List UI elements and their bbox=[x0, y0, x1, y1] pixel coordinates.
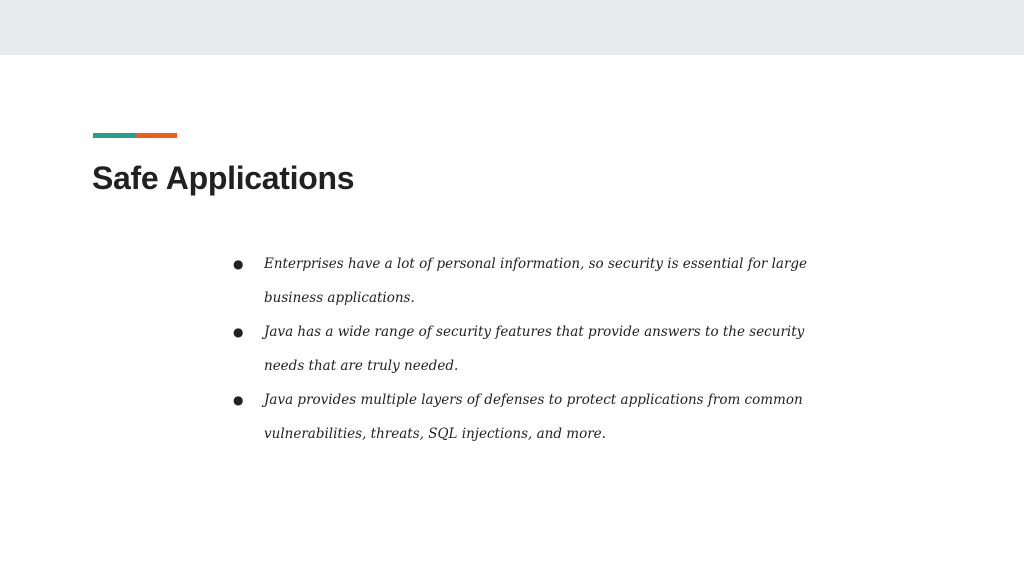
bullet-dot-icon: ● bbox=[233, 393, 244, 407]
bullet-item bbox=[226, 247, 836, 315]
accent-orange-segment bbox=[135, 133, 177, 138]
bullet-text: Java has a wide range of security features that provide answers to the security needs that are truly needed. bbox=[264, 324, 805, 374]
bullet-text: Enterprises have a lot of personal information, so security is essential for large business applications. bbox=[264, 256, 808, 306]
bullet-dot-icon: ● bbox=[233, 257, 244, 271]
accent-teal-segment bbox=[93, 133, 135, 138]
bullet-item bbox=[226, 383, 836, 451]
slide-title: Safe Applications bbox=[92, 160, 355, 196]
bullet-list bbox=[226, 247, 836, 451]
title-accent-bar bbox=[93, 133, 177, 138]
bullet-item bbox=[226, 315, 836, 383]
bullet-text: Java provides multiple layers of defenses to protect applications from common vulnerabilities, threats, SQL injections, and more. bbox=[264, 392, 803, 442]
bullet-dot-icon: ● bbox=[233, 325, 244, 339]
top-band bbox=[0, 0, 1024, 55]
